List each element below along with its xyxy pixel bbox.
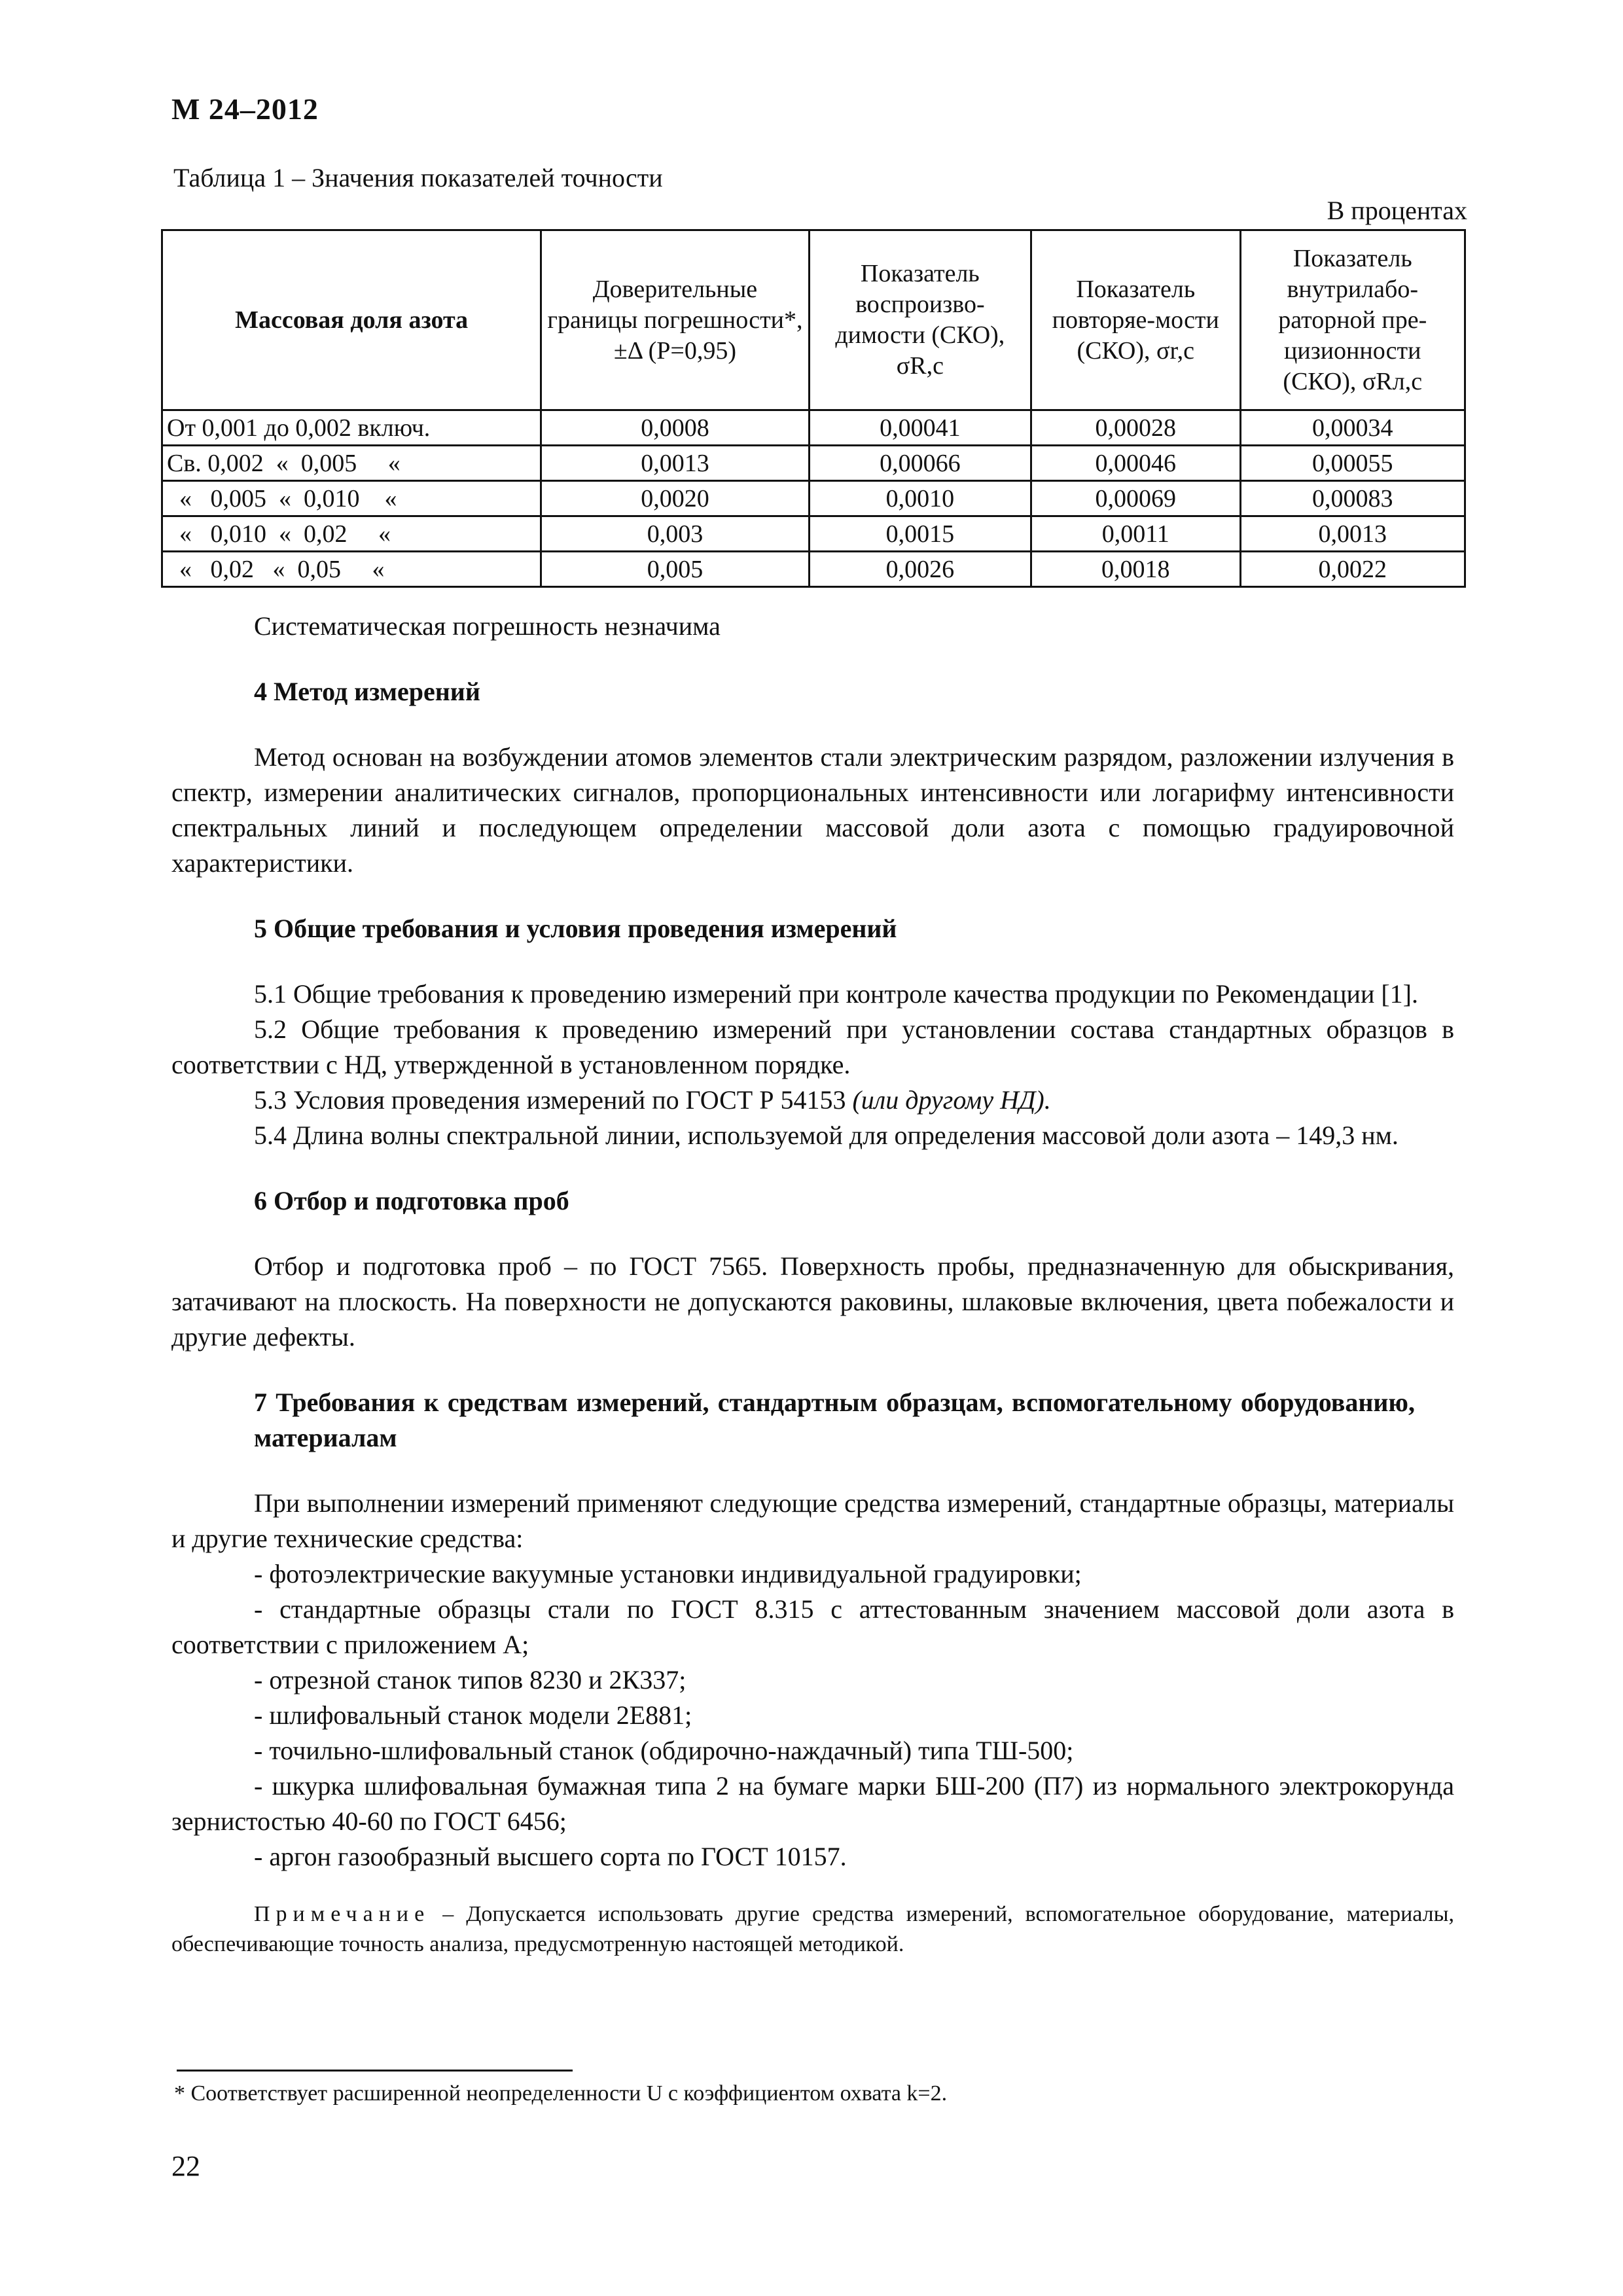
section-heading: 4 Метод измерений: [254, 677, 480, 706]
note-text: – Допускается использовать другие средства измерений, вспомогательное оборудование, материалы, обеспечивающие точность анализа, предусмотренную настоящей методикой.: [171, 1902, 1454, 1956]
table-title: Таблица 1 – Значения показателей точности: [173, 163, 663, 192]
page-number: 22: [171, 2150, 200, 2182]
table-cell: 0,00041: [809, 410, 1031, 446]
table-cell: 0,00028: [1031, 410, 1240, 446]
table-cell: Св. 0,002 « 0,005 «: [162, 446, 541, 481]
note-label: Примечание: [254, 1902, 431, 1926]
table-row: [162, 516, 1465, 552]
table-row: [162, 481, 1465, 516]
footnote-divider: [177, 2070, 573, 2072]
section-heading: 6 Отбор и подготовка проб: [254, 1186, 569, 1215]
list-item: - точильно-шлифовальный станок (обдирочно-наждачный) типа ТШ-500;: [254, 1736, 1074, 1765]
section-heading: 7 Требования к средствам измерений, стандартным образцам, вспомогательному оборудованию, материалам: [254, 1388, 1415, 1452]
table-header-cell: Показатель воспроизво-димости (СКО), σR,c: [809, 230, 1031, 410]
table-header-cell: Массовая доля азота: [162, 230, 541, 410]
table-cell: 0,0020: [541, 481, 809, 516]
table-row: [162, 446, 1465, 481]
footnote: * Соответствует расширенной неопределенности U с коэффициентом охвата k=2.: [174, 2081, 948, 2106]
table-cell: 0,003: [541, 516, 809, 552]
paragraph: Отбор и подготовка проб – по ГОСТ 7565. Поверхность пробы, предназначенную для обыскривания, затачивают на плоскость. На поверхности не допускаются раковины, шлаковые включения, цвета побежалости и другие дефекты.: [171, 1251, 1454, 1352]
table-row: [162, 410, 1465, 446]
table-cell: 0,00083: [1240, 481, 1465, 516]
table-cell: « 0,005 « 0,010 «: [162, 481, 541, 516]
paragraph: При выполнении измерений применяют следующие средства измерений, стандартные образцы, материалы и другие технические средства:: [171, 1488, 1454, 1553]
table-cell: 0,005: [541, 552, 809, 587]
section-heading: 5 Общие требования и условия проведения измерений: [254, 914, 897, 943]
table-cell: 0,0026: [809, 552, 1031, 587]
list-item: - отрезной станок типов 8230 и 2К337;: [254, 1665, 687, 1695]
table-cell: 0,00046: [1031, 446, 1240, 481]
table-cell: 0,00034: [1240, 410, 1465, 446]
paragraph: 5.1 Общие требования к проведению измерений при контроле качества продукции по Рекомендации [1].: [254, 979, 1418, 1009]
list-item: - фотоэлектрические вакуумные установки индивидуальной градуировки;: [254, 1559, 1082, 1588]
list-item: - аргон газообразный высшего сорта по ГОСТ 10157.: [254, 1842, 847, 1871]
accuracy-table: [161, 229, 1466, 588]
table-cell: 0,0008: [541, 410, 809, 446]
paragraph: [171, 1083, 1454, 1118]
table-header-cell: Показатель повторяе-мости (СКО), σr,c: [1031, 230, 1240, 410]
paragraph-italic: (или другому НД).: [852, 1085, 1051, 1115]
note: [171, 1899, 1454, 1960]
table-header-row: [162, 230, 1465, 410]
table-cell: 0,0013: [541, 446, 809, 481]
paragraph: 5.4 Длина волны спектральной линии, используемой для определения массовой доли азота – 149,3 нм.: [254, 1121, 1399, 1150]
document-code: М 24–2012: [171, 92, 319, 126]
table-cell: 0,0015: [809, 516, 1031, 552]
paragraph: 5.2 Общие требования к проведению измерений при установлении состава стандартных образцов в соответствии с НД, утвержденной в установленном порядке.: [171, 1014, 1454, 1079]
paragraph-text: 5.3 Условия проведения измерений по ГОСТ Р 54153: [254, 1085, 853, 1115]
table-cell: 0,0022: [1240, 552, 1465, 587]
table-cell: 0,0011: [1031, 516, 1240, 552]
list-item: - стандартные образцы стали по ГОСТ 8.315 с аттестованным значением массовой доли азота в соответствии с приложением А;: [171, 1594, 1454, 1659]
table-cell: 0,0013: [1240, 516, 1465, 552]
table-row: [162, 552, 1465, 587]
table-cell: 0,00066: [809, 446, 1031, 481]
table-cell: 0,00069: [1031, 481, 1240, 516]
table-cell: 0,00055: [1240, 446, 1465, 481]
table-cell: 0,0010: [809, 481, 1031, 516]
table-cell: 0,0018: [1031, 552, 1240, 587]
table-units: В процентах: [1327, 196, 1467, 225]
document-body: [171, 609, 1454, 1960]
list-item: - шлифовальный станок модели 2Е881;: [254, 1700, 692, 1730]
list-item: - шкурка шлифовальная бумажная типа 2 на бумаге марки БШ-200 (П7) из нормального электрокорунда зернистостью 40-60 по ГОСТ 6456;: [171, 1771, 1454, 1836]
table-cell: « 0,010 « 0,02 «: [162, 516, 541, 552]
equipment-list: [171, 1556, 1454, 1874]
table-header-cell: Доверительные границы погрешности*, ±Δ (P=0,95): [541, 230, 809, 410]
table-body: [162, 410, 1465, 587]
paragraph: Метод основан на возбуждении атомов элементов стали электрическим разрядом, разложении излучения в спектр, измерении аналитических сигналов, пропорциональных интенсивности или логарифму интенсивности спектральных линий и последующем определении массовой доли азота с помощью градуировочной характеристики.: [171, 742, 1454, 878]
table-cell: От 0,001 до 0,002 включ.: [162, 410, 541, 446]
table-header-cell: Показатель внутрилабо-раторной пре-цизионности (СКО), σRл,c: [1240, 230, 1465, 410]
systematic-error-text: Систематическая погрешность незначима: [254, 611, 721, 641]
table-cell: « 0,02 « 0,05 «: [162, 552, 541, 587]
